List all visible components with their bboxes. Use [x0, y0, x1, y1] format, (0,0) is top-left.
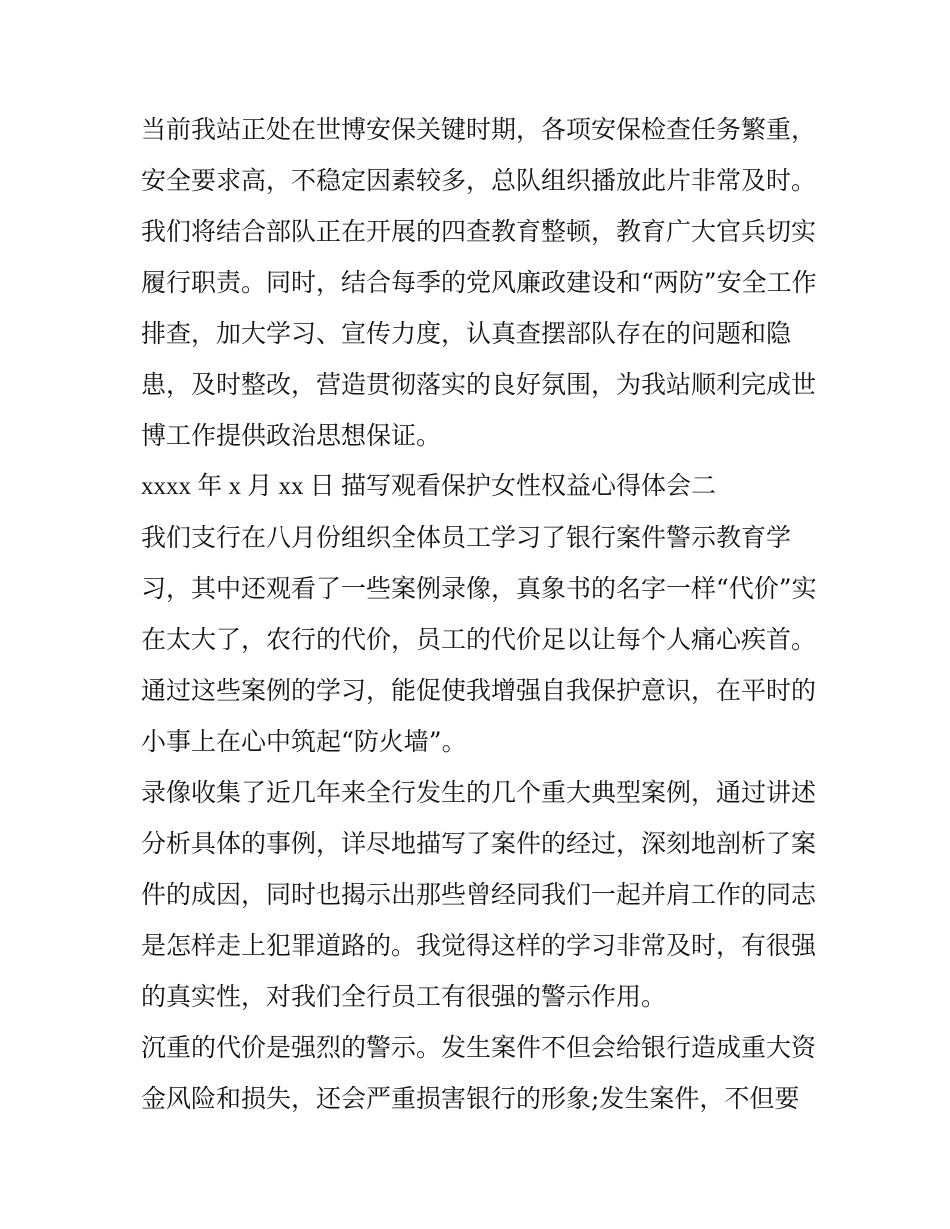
text-line: 通过这些案例的学习，能促使我增强自我保护意识，在平时的 — [141, 676, 817, 705]
text-line: 是怎样走上犯罪道路的。我觉得这样的学习非常及时，有很强 — [141, 931, 817, 960]
section-heading: xxxx 年 x 月 xx 日 描写观看保护女性权益心得体会二 — [141, 473, 717, 500]
document-body — [141, 104, 821, 1124]
text-line: 沉重的代价是强烈的警示。发生案件不但会给银行造成重大资 — [141, 1033, 817, 1062]
text-line: 我们支行在八月份组织全体员工学习了银行案件警示教育学 — [141, 523, 792, 552]
text-line: 安全要求高，不稳定因素较多，总队组织播放此片非常及时。 — [141, 166, 817, 195]
text-line: 习，其中还观看了一些案例录像，真象书的名字一样“代价”实 — [141, 574, 817, 603]
text-line: 排查，加大学习、宣传力度，认真查摆部队存在的问题和隐 — [141, 319, 792, 348]
text-line: 小事上在心中筑起“防火墙”。 — [141, 727, 467, 756]
text-line: 履行职责。同时，结合每季的党风廉政建设和“两防”安全工作 — [141, 268, 817, 297]
text-line: 博工作提供政治思想保证。 — [141, 421, 442, 450]
text-line: 的真实性，对我们全行员工有很强的警示作用。 — [141, 982, 667, 1011]
text-line: 我们将结合部队正在开展的四查教育整顿，教育广大官兵切实 — [141, 217, 817, 246]
text-line: 患，及时整改，营造贯彻落实的良好氛围，为我站顺利完成世 — [141, 370, 817, 399]
text-line: 录像收集了近几年来全行发生的几个重大典型案例，通过讲述 — [141, 778, 817, 807]
text-line: 件的成因，同时也揭示出那些曾经同我们一起并肩工作的同志 — [141, 880, 817, 909]
text-line: 在太大了，农行的代价，员工的代价足以让每个人痛心疾首。 — [141, 625, 817, 654]
text-line: 当前我站正处在世博安保关键时期，各项安保检查任务繁重， — [141, 115, 817, 144]
text-line: 分析具体的事例，详尽地描写了案件的经过，深刻地剖析了案 — [141, 829, 817, 858]
text-line: 金风险和损失，还会严重损害银行的形象;发生案件，不但要 — [141, 1084, 800, 1113]
